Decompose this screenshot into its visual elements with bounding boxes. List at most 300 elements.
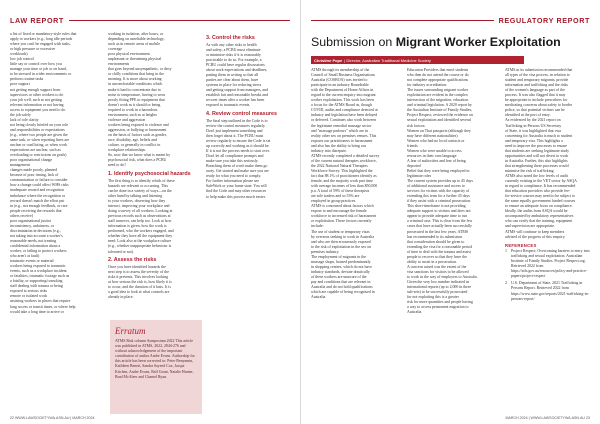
text-line: Once you have identified hazards the <box>108 265 166 270</box>
text-line: to be stressed in wider environments or <box>10 72 72 77</box>
text-line: expectations are unclear, such as <box>10 148 61 153</box>
text-line: of State, it was highlighted that visa <box>505 128 561 133</box>
text-line: exposes our practitioners to harassment <box>311 138 373 143</box>
section-header-label: REGULATORY REPORT <box>498 15 590 25</box>
text-line: about work expectations and deadlines, <box>206 67 268 72</box>
text-line: concerning for Australia is much to student <box>505 133 573 138</box>
text-line: noise or temperature, having to wear <box>108 92 166 97</box>
page-number: 22 WWW.LAWSOCIETYWA.ASN.AU | MARCH 2024 <box>10 416 95 420</box>
text-line: minimise the risk of trafficking. <box>505 168 555 173</box>
text-line: for industry accreditation. <box>407 83 448 88</box>
text-line: to work in the way of employers to Australia. <box>407 274 478 279</box>
text-line: student and temporary migrants, provide <box>505 78 569 83</box>
header-rule <box>311 20 494 21</box>
text-line: include: <box>311 224 324 229</box>
text-line: in regard to compliance. It has recommended <box>505 184 576 189</box>
text-line: be appropriate to include prescribers for <box>505 98 568 103</box>
text-line: same task, or when reporting lines are <box>10 137 70 142</box>
text-line: cases that have actually been successfully <box>407 224 472 229</box>
text-line: in Australia. Further, this also highlights <box>505 158 568 163</box>
text-line: This short-timeframe is not providing <box>407 204 466 209</box>
text-line: process. It was also flagged that it may <box>505 93 566 98</box>
text-line: people receiving the rewards that <box>10 208 62 213</box>
text-line: and who are then erroneously exposed <box>311 239 371 244</box>
text-line: adequate support to victims and does not <box>407 209 471 214</box>
text-line: relevant information or not having <box>10 102 64 107</box>
text-line: industry and legislation have been delayed <box>311 113 378 118</box>
text-line: p.a. A total of 59% of these therapists <box>311 189 370 194</box>
text-line: risks it presents. This involves looking <box>108 275 169 280</box>
text-line: COVID, audits and compliance detected at <box>311 108 378 113</box>
text-line: Don't let all compliance prompts and <box>206 154 264 159</box>
text-column-2 <box>108 32 198 317</box>
text-line: people to recover so that they have the <box>407 254 467 259</box>
text-line: information is given, how the work is <box>108 224 167 229</box>
text-line: visa sanctions for visitors to be allowed <box>407 269 469 274</box>
right-page <box>300 0 600 424</box>
text-line: that students are seeking legitimate study <box>505 148 570 153</box>
text-line: accompanied by ambulatory representatives <box>505 214 574 219</box>
text-line: SafeWork or your home state. You will <box>206 184 267 189</box>
text-line: extending the visa for a reasonable period <box>407 244 473 249</box>
text-line: reward doesn't match the effort put <box>10 198 65 203</box>
text-line: practicable to do so. For example, a <box>206 57 262 62</box>
text-line: The current system provides up to 45 days <box>407 179 474 184</box>
text-line: advised of the progress of this enquiry. <box>505 234 566 239</box>
text-line: who then do not attend the course or do <box>407 73 469 78</box>
text-line: and getting support from managers, and <box>206 88 269 93</box>
text-line: Women who had no local contacts or <box>407 138 465 143</box>
text-line: ability to assist in a prosecution. <box>407 259 458 264</box>
text-line: a criminal case. This is clear from the few <box>407 219 473 224</box>
text-line: international reports (up to 2,000 in three <box>407 285 472 290</box>
text-line: (e.g., where two people are given the <box>10 132 68 137</box>
text-line: The final step outlined in the Code is to <box>206 118 268 123</box>
text-line: Trafficking in Persons US Secretary <box>505 123 562 128</box>
text-line: at how serious the risk is, how likely it is <box>108 280 172 285</box>
text-line: pay and conditions that are relevant in <box>311 279 371 284</box>
text-line: employed in group practices. <box>311 199 357 204</box>
text-line: for-service courses may need to be subject to <box>505 194 576 199</box>
reference-item <box>505 281 593 301</box>
article-column-3 <box>505 68 593 414</box>
text-line: in uncomfortable conditions which <box>108 82 163 87</box>
text-line: to occur, and the duration of it lasts. It is <box>108 285 171 290</box>
text-line: not getting enough support from <box>10 87 61 92</box>
text-line: apply to workers (e.g., long idle periods <box>10 37 73 42</box>
text-line: coverage <box>108 47 123 52</box>
text-line: find the Code and may other resources <box>206 189 267 194</box>
text-line: poor organisational change <box>10 158 53 163</box>
text-line: of these workers are unaware of the <box>311 274 367 279</box>
text-line: ATMS recently completed a detailed survey <box>311 153 380 158</box>
text-line: regard to the current enquiry into migrant <box>311 93 376 98</box>
text-line: low job control <box>10 57 34 62</box>
text-line: currently existing in the VET sector by ASQA <box>505 179 577 184</box>
text-line: who can verify that the training, equipment <box>505 219 573 224</box>
text-line: worker, or failing to protect workers <box>10 249 67 254</box>
text-line: police, so that potential victims can be <box>505 108 565 113</box>
text-line: on the basis of factors such as gender, <box>108 132 167 137</box>
text-line: The use of student or temporary visas <box>311 229 370 234</box>
text-line: If it is not the process needs to start over. <box>206 149 270 154</box>
text-line: the Australian Institute of Family Studies, <box>407 108 473 113</box>
text-line: industry into disrepute. <box>311 148 347 153</box>
reference-number: 2 <box>505 281 507 286</box>
text-line: appear to provide adequate time to run <box>407 214 468 219</box>
erratum-body: ATMS Risk column Symposium 2022 This article was published in ATMS, 2022, 2844-276 and without acknowledgement of the important contribution of author Andre Evans. Authorship for this article has been corrected to: Peter Benyamin, Kathleen Benett, Sandra Sayeed Cox, Jacqui Kitchen, Andre Evans, Ralf Grant, Natalie Hunter, Brad McAleer and Chantel Ryan. <box>115 339 195 379</box>
text-line: access to equipment you need to do <box>10 107 66 112</box>
text-line: your job well, such as not getting <box>10 97 62 102</box>
text-line: information and trafficking and the risks <box>505 83 568 88</box>
text-line: or fatalities, traumatic footage such as <box>10 274 70 279</box>
text-line: extending this term for a further 45 days <box>407 194 470 199</box>
text-line: lack of role clarity <box>10 117 39 122</box>
text-line: others receive) <box>10 213 34 218</box>
section-heading: 4. Review control measures <box>206 110 278 117</box>
text-line: not being clearly briefed on your role <box>10 122 69 127</box>
text-line: systems in place for reducing stress <box>206 82 262 87</box>
text-line: psychosocial risk, what does a PCBU <box>108 158 167 163</box>
text-line: make it hard to concentrate due to <box>108 87 161 92</box>
text-line: communication or failure to consider <box>10 178 68 183</box>
text-line: whether they have all the equipment they <box>108 234 173 239</box>
text-line: Australia and do not hold qualifications <box>311 285 373 290</box>
text-line: establish fair and reasonable breaks and <box>206 93 268 98</box>
text-line: Project Respect, reviewed the evidence on <box>407 113 473 118</box>
text-line: long access or transit times, or where help <box>10 304 76 309</box>
text-line: or minimise risks if it is reasonably <box>206 52 261 57</box>
text-line: that consideration should be given to <box>407 239 465 244</box>
text-line: and criminal legislation. A 2020 report by <box>407 103 472 108</box>
text-line: of the women's language as part of the <box>505 88 565 93</box>
references-list <box>505 249 593 301</box>
text-line: expose to and encourage the female <box>311 209 367 214</box>
section-heading: 1. Identify psychosocial hazards <box>108 170 191 177</box>
text-line: massage shops, housed predominantly <box>311 259 371 264</box>
text-line: The first thing is to identify which of these <box>108 178 175 183</box>
text-line: So, now that we know what is meant by <box>108 153 171 158</box>
text-line: if they assist with a criminal prosecution. <box>407 199 472 204</box>
erratum-box <box>110 320 202 414</box>
text-line: and safety, a PCBU must eliminate <box>206 47 261 52</box>
text-line: putting them in writing so that all <box>206 72 259 77</box>
text-line: premises industry. <box>311 249 340 254</box>
text-line: staff turnover, can help too. Look at how <box>108 219 172 224</box>
text-line: exposed to traumatic events. <box>206 103 251 108</box>
text-line: worker exploitation. This work has been <box>311 98 374 103</box>
text-line: prosecuted in the last few years. ATMS <box>407 229 469 234</box>
text-line: workplace relationships. <box>108 148 147 153</box>
text-line: recover times after a worker has been <box>206 98 265 103</box>
text-line: not complete appropriate qualifications <box>407 78 469 83</box>
text-line: ATMS also noted the low levels of audit <box>505 173 568 178</box>
text-line: the same equally government funded courses <box>505 199 576 204</box>
text-line: violence and aggression <box>108 117 146 122</box>
text-line: who aren't at fault) <box>10 254 40 259</box>
text-line: and supervision are appropriate. <box>505 224 555 229</box>
text-line: friends <box>407 143 418 148</box>
text-line: opportunities and will not divert to work <box>505 153 569 158</box>
text-line: can be done in a variety of ways—on the <box>108 188 172 193</box>
text-line: inadequate reward and recognition <box>10 188 64 193</box>
author-byline <box>311 56 524 64</box>
text-line: that strengthening these processes would <box>505 163 569 168</box>
text-line: to your workers, observing how they <box>108 199 166 204</box>
text-line: doesn't work as it should or being <box>108 102 161 107</box>
text-line: performed, who the workers engaged, and <box>108 229 174 234</box>
text-line: with average incomes of less than $50,000 <box>311 184 378 189</box>
text-line: morning. It is more about working <box>108 77 162 82</box>
text-line: away. Get started and make sure you are <box>206 169 269 174</box>
text-line: race, disability, age, beliefs and <box>108 137 157 142</box>
text-line: ATMS will continue to keep members <box>505 229 565 234</box>
text-line: would take a long time to arrive or <box>10 309 64 314</box>
erratum-title: Erratum <box>115 326 146 336</box>
text-line: the 2022 National Natural Therapies <box>311 163 368 168</box>
text-line: traumatic events or material <box>10 259 54 264</box>
text-line: exposed to serious risks <box>10 289 48 294</box>
text-line: need to improve the processes to ensure <box>505 143 568 148</box>
text-line: As with any other risks to health <box>206 42 257 47</box>
text-line: Australia. <box>407 310 423 315</box>
text-line: poor support <box>10 82 30 87</box>
text-line: industry standards, deviate drastically <box>311 269 370 274</box>
text-line: Women who were unable to access <box>407 148 462 153</box>
text-line: review the control measures regularly. <box>206 123 266 128</box>
text-line: all types of the visa process, in relation to <box>505 73 570 78</box>
text-line: a way to access permanent migration to <box>407 305 469 310</box>
header-rule <box>69 20 290 21</box>
text-line: a focus for the ATMS Board as, though <box>311 103 372 108</box>
text-line: such as in remote areas of mobile <box>108 42 161 47</box>
text-line: not taking into account a worker's <box>10 233 63 238</box>
text-line: workers being exposed to violence and <box>108 122 169 127</box>
text-line: legitimate roles <box>407 173 432 178</box>
text-line: The issues surrounding migrant worker <box>407 88 469 93</box>
text-line: Belief that they were being employed in <box>407 168 470 173</box>
text-line: then forget about it. The PCBU must <box>206 133 264 138</box>
text-line: remote or isolated work <box>10 294 48 299</box>
text-line: need. Look also at the workplace culture <box>108 239 172 244</box>
text-line: or deferred. Continues also work between <box>311 118 377 123</box>
text-line: ATMS through its membership of the <box>311 68 370 72</box>
text-line: to help make this process much easier. <box>206 194 266 199</box>
text-line: risk for more quantities and people having <box>407 300 473 305</box>
text-line: female, and the majority work part time <box>311 179 373 184</box>
text-line: For further information please see <box>206 179 259 184</box>
text-line: Women on Thai passports (although they <box>407 128 471 133</box>
text-line: of time to deal with the trauma and assist <box>407 249 471 254</box>
text-line: the legitimate remedial massage sector <box>311 123 372 128</box>
text-line: Workforce Survey. This highlighted the <box>311 168 373 173</box>
text-line: required to work in a hazardous <box>108 107 158 112</box>
text-column-3 <box>206 32 294 282</box>
text-line: overloading or restrictions on goals) <box>10 153 67 158</box>
text-line: that goes beyond unsympathetic, or dirty <box>108 67 172 72</box>
text-line: unclear or conflicting, or when work <box>10 143 68 148</box>
text-line: for not exploiting this is a greater <box>407 295 459 300</box>
text-line: fact that 88.1% of practitioners identify as <box>311 173 377 178</box>
text-line: workforce to increased risk of harassment <box>311 214 377 219</box>
text-line: or chilly conditions that bring in the <box>108 72 164 77</box>
section-header <box>311 14 590 26</box>
text-line: little say or control over how you <box>10 62 62 67</box>
text-line: inconsistency, unfairness, or <box>10 223 55 228</box>
text-line: Breaching them of won't make them go <box>206 164 268 169</box>
text-line: previous records such as observations at <box>108 214 171 219</box>
article-column-3-body <box>505 68 593 240</box>
text-line: changes made poorly, planned <box>10 168 58 173</box>
text-line: and also has the ability to bring our <box>311 143 366 148</box>
text-line: review regularly to ensure the Code is set <box>206 138 271 143</box>
text-line: sexual exploitation and identified several <box>407 118 471 123</box>
article-column-1 <box>311 68 399 414</box>
text-line: environments <box>108 62 130 67</box>
text-line: workers being exposed to traumatic <box>10 264 66 269</box>
text-line: in (e.g., not enough feedback, or rare <box>10 203 68 208</box>
text-line: participate in an industry Roundtable <box>311 83 369 88</box>
text-line: doing a survey of all workers. Looking at <box>108 209 173 214</box>
text-line: to the risk of exploitation in the sex on <box>311 244 372 249</box>
text-line: ATMS is concerned about factors which <box>311 204 374 209</box>
section-header <box>10 14 290 26</box>
section-header-label: LAW REPORT <box>10 15 64 25</box>
text-line: manage your time or job or on hand, <box>10 67 67 72</box>
text-line: ATMS in its submission recommended that <box>505 68 573 72</box>
text-line: Don't just implement something and <box>206 128 263 133</box>
text-line: supervisors or other workers to do <box>10 92 64 97</box>
text-line: Australia. <box>311 295 327 300</box>
reference-number: 1 <box>505 249 507 254</box>
article-title-regular: Submission on <box>311 35 396 49</box>
text-line: culture, or generally in conflict in <box>108 143 161 148</box>
text-line: which are capable of being recognised in <box>311 290 375 295</box>
text-line: up correctly and working as it should be. <box>206 144 270 149</box>
text-line: Education Providers that enrol students <box>407 68 469 72</box>
text-line: of the current natural therapies workforce, <box>311 158 377 163</box>
text-line: deported <box>407 163 421 168</box>
text-line: reality other sex on premises venues. This <box>311 133 377 138</box>
text-line: to ensure an adequate focus on compliance. <box>505 204 573 209</box>
references-heading: REFERENCES <box>505 242 537 248</box>
text-line: by overseas seeking to work in Australia <box>311 234 375 239</box>
text-line: in shopping centres, which do not have <box>311 264 372 269</box>
reference-item <box>505 249 593 279</box>
article-title-bold: Migrant Worker Exploitation <box>395 35 561 49</box>
text-line: next step is to assess the severity of the <box>108 270 169 275</box>
text-line: of additional assistance and access to <box>407 184 465 189</box>
text-line: identified at the port of entry. <box>505 113 551 118</box>
text-line: already in place. <box>108 295 134 300</box>
text-line: interact, inspecting your workplace and <box>108 204 170 209</box>
text-line: intersection of the migration, education <box>407 98 469 103</box>
author-role: | Director, Australian Traditional Medicine Society <box>344 57 431 63</box>
text-line: tolerated or not). <box>108 249 135 254</box>
text-column-1 <box>10 32 98 414</box>
text-line: that education providers who provide fee- <box>505 189 571 194</box>
text-line: resources in their own language <box>407 153 457 158</box>
text-line: perform routine tasks <box>10 77 44 82</box>
text-line: assisting workers in places that require <box>10 299 71 304</box>
text-line: aggression, or bullying or harassment <box>108 127 167 132</box>
text-line: a list of fixed or mandatory-style rules that <box>10 32 77 36</box>
text-line: discrimination in decisions (e.g., <box>10 228 61 233</box>
text-line: or high pressure or excessive <box>10 47 56 52</box>
text-line: poorly fitting PPE or equipment that <box>108 97 165 102</box>
text-line: risk factors: <box>407 123 426 128</box>
section-heading: 2. Assess the risks <box>108 257 157 264</box>
text-line: exploitation are evident in the complex <box>407 93 468 98</box>
text-line: Given the very low number indicated in <box>407 279 470 284</box>
text-line: unpleasant or threatening physical <box>108 57 162 62</box>
text-line: are sole traders and so 53% are <box>311 194 360 199</box>
reference-text: U.S. Department of State. 2021 Trafficking in Persons Report. Retrieved 2022 from https://www.state.gov/reports/2021-trafficking-in-persons-report/ <box>511 281 589 301</box>
text-line: events, such as a workplace incident <box>10 269 67 274</box>
page-number: MARCH 2024 | WWW.LAWSOCIETYWA.ASN.AU 23 <box>505 416 590 420</box>
text-line: may have different nationalities) <box>407 133 458 138</box>
text-line: confidential information about a <box>10 243 61 248</box>
text-line: parties are clear about them, have <box>206 77 259 82</box>
text-line: PCBU could have regular discussions <box>206 62 265 67</box>
text-line: ready for what you need to comply. <box>206 174 262 179</box>
text-line: management <box>10 163 30 168</box>
reference-text: Project Respect: Overcoming barriers to entry into trafficking and sexual exploitation. Australian Institute of Family Studies. Project Respect.org. Retrieved 2022 from https://aifs.gov.au/resources/policy-and-practice-papers/project-respect <box>511 249 590 279</box>
text-line: poor organisational justice <box>10 218 52 223</box>
text-line: make sure you take this seriously. <box>206 159 259 164</box>
text-line: a fatality, or supporting/consoling <box>10 279 63 284</box>
text-line: imbalance where the recognition or <box>10 193 66 198</box>
text-line: A fear of authorities and fear of being <box>407 158 466 163</box>
text-line: working in isolation, after hours, or <box>108 32 164 36</box>
text-line: environment, such as at heights <box>108 112 157 117</box>
text-line: the job safely <box>10 112 31 117</box>
article-column-2 <box>407 68 497 414</box>
text-line: a good idea to look at what controls are <box>108 290 170 295</box>
text-line: workloads) <box>10 52 28 57</box>
text-line: and responsibilities or expectations <box>10 127 65 132</box>
text-line: staff dealing with trauma or being <box>10 284 63 289</box>
article-title <box>311 35 561 49</box>
text-line: reasonable needs, not treating <box>10 238 57 243</box>
text-line: A concern raised was the extent of the <box>407 264 467 269</box>
text-line: because of poor timing, lack of <box>10 173 59 178</box>
text-line: has recommended to its submission <box>407 234 463 239</box>
text-line: The employment of migrants in the <box>311 254 366 259</box>
text-line: need to do? <box>108 163 126 168</box>
text-line: sub-sets) to be successfully prosecuted <box>407 290 468 295</box>
text-line: depending on unreliable technology, <box>108 37 165 42</box>
text-line: and temporary visa. This highlights a <box>505 138 563 143</box>
text-line: and "massage parlours" which are in <box>311 128 368 133</box>
text-line: Council of Small Business Organisations <box>311 73 375 78</box>
text-line: services for victims with the capacity of <box>407 189 470 194</box>
text-line: Ideally, the audits from ASQA would be <box>505 209 568 214</box>
author-name: Christine Pope <box>314 57 343 63</box>
text-line: other hand by talking and listening <box>108 194 163 198</box>
text-line: how a change could affect WHS risks <box>10 183 69 188</box>
text-line: poor physical environment <box>108 52 150 57</box>
text-line: with the Department of Home Affairs in <box>311 88 374 93</box>
text-line: Australia (COSBOA) was invited to <box>311 78 368 83</box>
section-heading: 3. Control the risks <box>206 34 255 41</box>
text-line: where you can't be engaged with tasks, <box>10 42 71 47</box>
text-line: hazards are relevant or occurring. This <box>108 183 168 188</box>
text-line: As evidenced by the 2021 report on <box>505 118 561 123</box>
text-line: (e.g., whether inappropriate behaviour is <box>108 244 172 249</box>
text-line: or exploitation. These factors currently <box>311 219 372 224</box>
text-line: medicating concerns about safety to border <box>505 103 573 108</box>
